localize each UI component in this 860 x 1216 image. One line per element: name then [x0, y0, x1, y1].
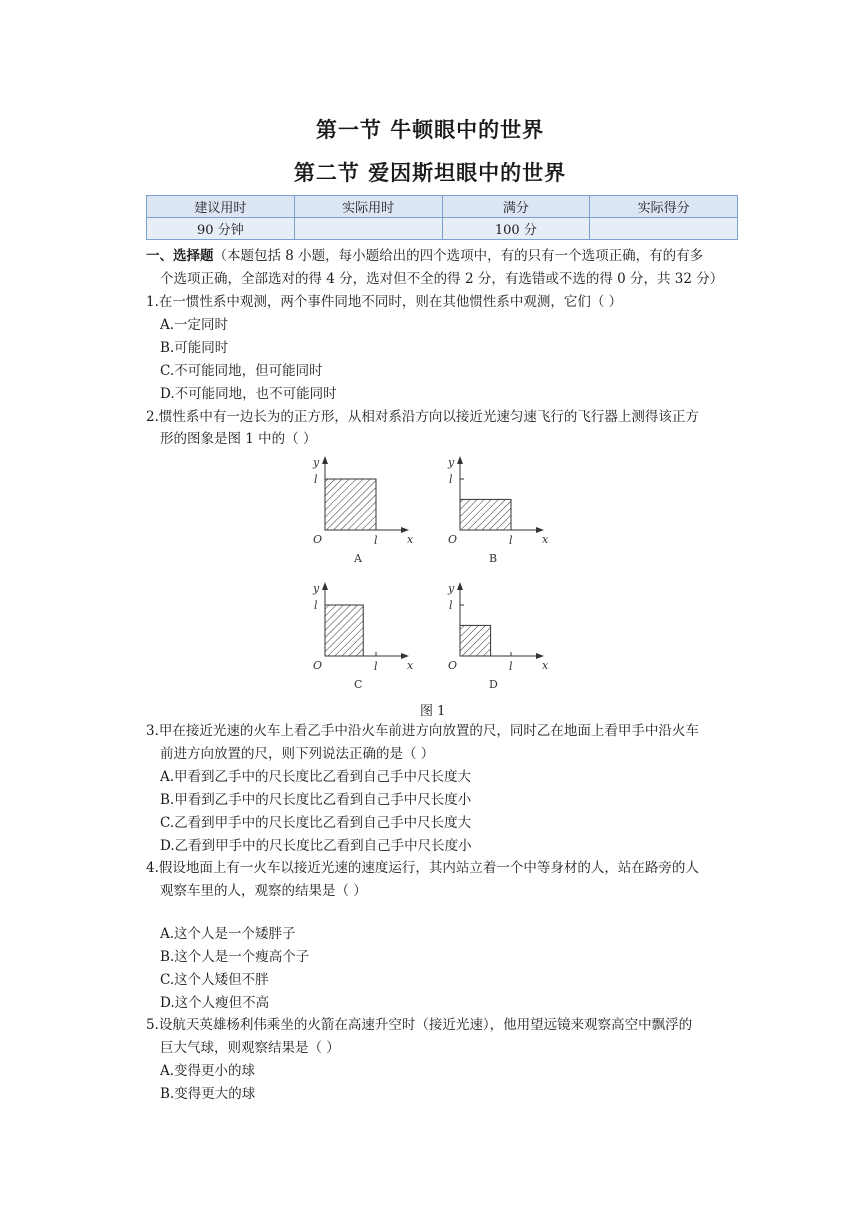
question-3-option-a: A.甲看到乙手中的尺长度比乙看到自己手中尺长度大 — [160, 769, 472, 785]
panel-d-y-arrow — [457, 582, 463, 590]
question-1-option-a: A.一定同时 — [160, 317, 229, 333]
question-4-option-a: A.这个人是一个矮胖子 — [160, 926, 296, 942]
panel-b-origin-label: O — [448, 533, 458, 546]
panel-c-origin-label: O — [313, 659, 323, 672]
panel-b-y-label: y — [448, 456, 455, 469]
section-title-2: 第二节 爱因斯坦眼中的世界 — [293, 161, 567, 185]
question-3-option-c: C.乙看到甲手中的尺长度比乙看到自己手中尺长度大 — [160, 815, 472, 831]
question-5-stem-2: 巨大气球，则观察结果是（ ） — [160, 1040, 340, 1056]
value-actual-time — [294, 218, 442, 240]
panel-b-rect — [460, 499, 511, 530]
question-1-option-d: D.不可能同地，也不可能同时 — [160, 386, 337, 402]
panel-d-label: D — [489, 678, 498, 691]
question-4-option-c: C.这个人矮但不胖 — [160, 972, 269, 988]
question-2-stem-1: 2.惯性系中有一边长为的正方形，从相对系沿方向以接近光速匀速飞行的飞行器上测得该正方 — [146, 409, 699, 425]
panel-c-y-label: y — [313, 582, 320, 595]
section-heading: 一、选择题 — [146, 248, 214, 264]
header-actual-score: 实际得分 — [590, 196, 738, 218]
question-1-option-b: B.可能同时 — [160, 340, 229, 356]
panel-b-label: B — [489, 552, 498, 565]
panel-d-y-label: y — [448, 582, 455, 595]
question-4-stem-1: 4.假设地面上有一火车以接近光速的速度运行，其内站立着一个中等身材的人，站在路旁的人 — [146, 860, 699, 876]
panel-d-x-l-label: l — [509, 660, 513, 673]
question-4-option-b: B.这个人是一个瘦高个子 — [160, 949, 310, 965]
panel-c-x-l-label: l — [374, 660, 378, 673]
panel-c-y-arrow — [322, 582, 328, 590]
question-1-stem: 1.在一惯性系中观测，两个事件同地不同时，则在其他惯性系中观测，它们（ ） — [146, 294, 623, 310]
header-actual-time: 实际用时 — [294, 196, 442, 218]
panel-c-rect — [325, 605, 363, 656]
panel-d-origin-label: O — [448, 659, 458, 672]
header-full-score: 满分 — [442, 196, 590, 218]
panel-d-x-label: x — [542, 659, 549, 672]
figure-caption: 图 1 — [420, 704, 446, 719]
value-suggested-time: 90 分钟 — [147, 218, 295, 240]
panel-b-y-l-label: l — [449, 473, 453, 486]
question-3-option-b: B.甲看到乙手中的尺长度比乙看到自己手中尺长度小 — [160, 792, 472, 808]
question-4-stem-2: 观察车里的人，观察的结果是（ ） — [160, 883, 367, 899]
value-full-score: 100 分 — [442, 218, 590, 240]
panel-c-y-l-label: l — [314, 599, 318, 612]
question-5-stem-1: 5.设航天英雄杨利伟乘坐的火箭在高速升空时（接近光速），他用望远镜来观察高空中飘浮的 — [146, 1017, 693, 1033]
panel-a-y-label: y — [313, 456, 320, 469]
panel-a-y-arrow — [322, 456, 328, 464]
section-desc-1: （本题包括 8 小题，每小题给出的四个选项中，有的只有一个选项正确，有的有多 — [213, 248, 704, 264]
panel-d-rect — [460, 625, 491, 656]
panel-a-x-label: x — [407, 533, 414, 546]
panel-b-y-arrow — [457, 456, 463, 464]
panel-c-label: C — [354, 678, 363, 691]
value-actual-score — [590, 218, 738, 240]
question-5-option-b: B.变得更大的球 — [160, 1086, 256, 1102]
panel-a-y-l-label: l — [314, 473, 318, 486]
question-2-stem-2: 形的图象是图 1 中的（ ） — [160, 431, 317, 447]
panel-b-x-l-label: l — [509, 534, 513, 547]
section-desc-2: 个选项正确，全部选对的得 4 分，选对但不全的得 2 分，有选错或不选的得 0 分，共 32 分） — [160, 271, 724, 287]
header-suggested-time: 建议用时 — [147, 196, 295, 218]
question-1-option-c: C.不可能同地，但可能同时 — [160, 363, 323, 379]
panel-b-x-label: x — [542, 533, 549, 546]
panel-a-origin-label: O — [313, 533, 323, 546]
panel-a-x-l-label: l — [374, 534, 378, 547]
question-5-option-a: A.变得更小的球 — [160, 1063, 256, 1079]
question-3-stem-2: 前进方向放置的尺，则下列说法正确的是（ ） — [160, 746, 435, 762]
question-3-option-d: D.乙看到甲手中的尺长度比乙看到自己手中尺长度小 — [160, 838, 472, 854]
question-4-option-d: D.这个人瘦但不高 — [160, 995, 270, 1011]
score-table — [146, 195, 738, 240]
panel-a-rect — [325, 479, 376, 530]
panel-c-x-label: x — [407, 659, 414, 672]
figure-1 — [300, 450, 560, 700]
question-3-stem-1: 3.甲在接近光速的火车上看乙手中沿火车前进方向放置的尺，同时乙在地面上看甲手中沿火车 — [146, 723, 699, 739]
section-title-1: 第一节 牛顿眼中的世界 — [315, 118, 545, 142]
panel-d-y-l-label: l — [449, 599, 453, 612]
section-heading-line — [146, 247, 703, 265]
panel-a-label: A — [354, 552, 362, 565]
